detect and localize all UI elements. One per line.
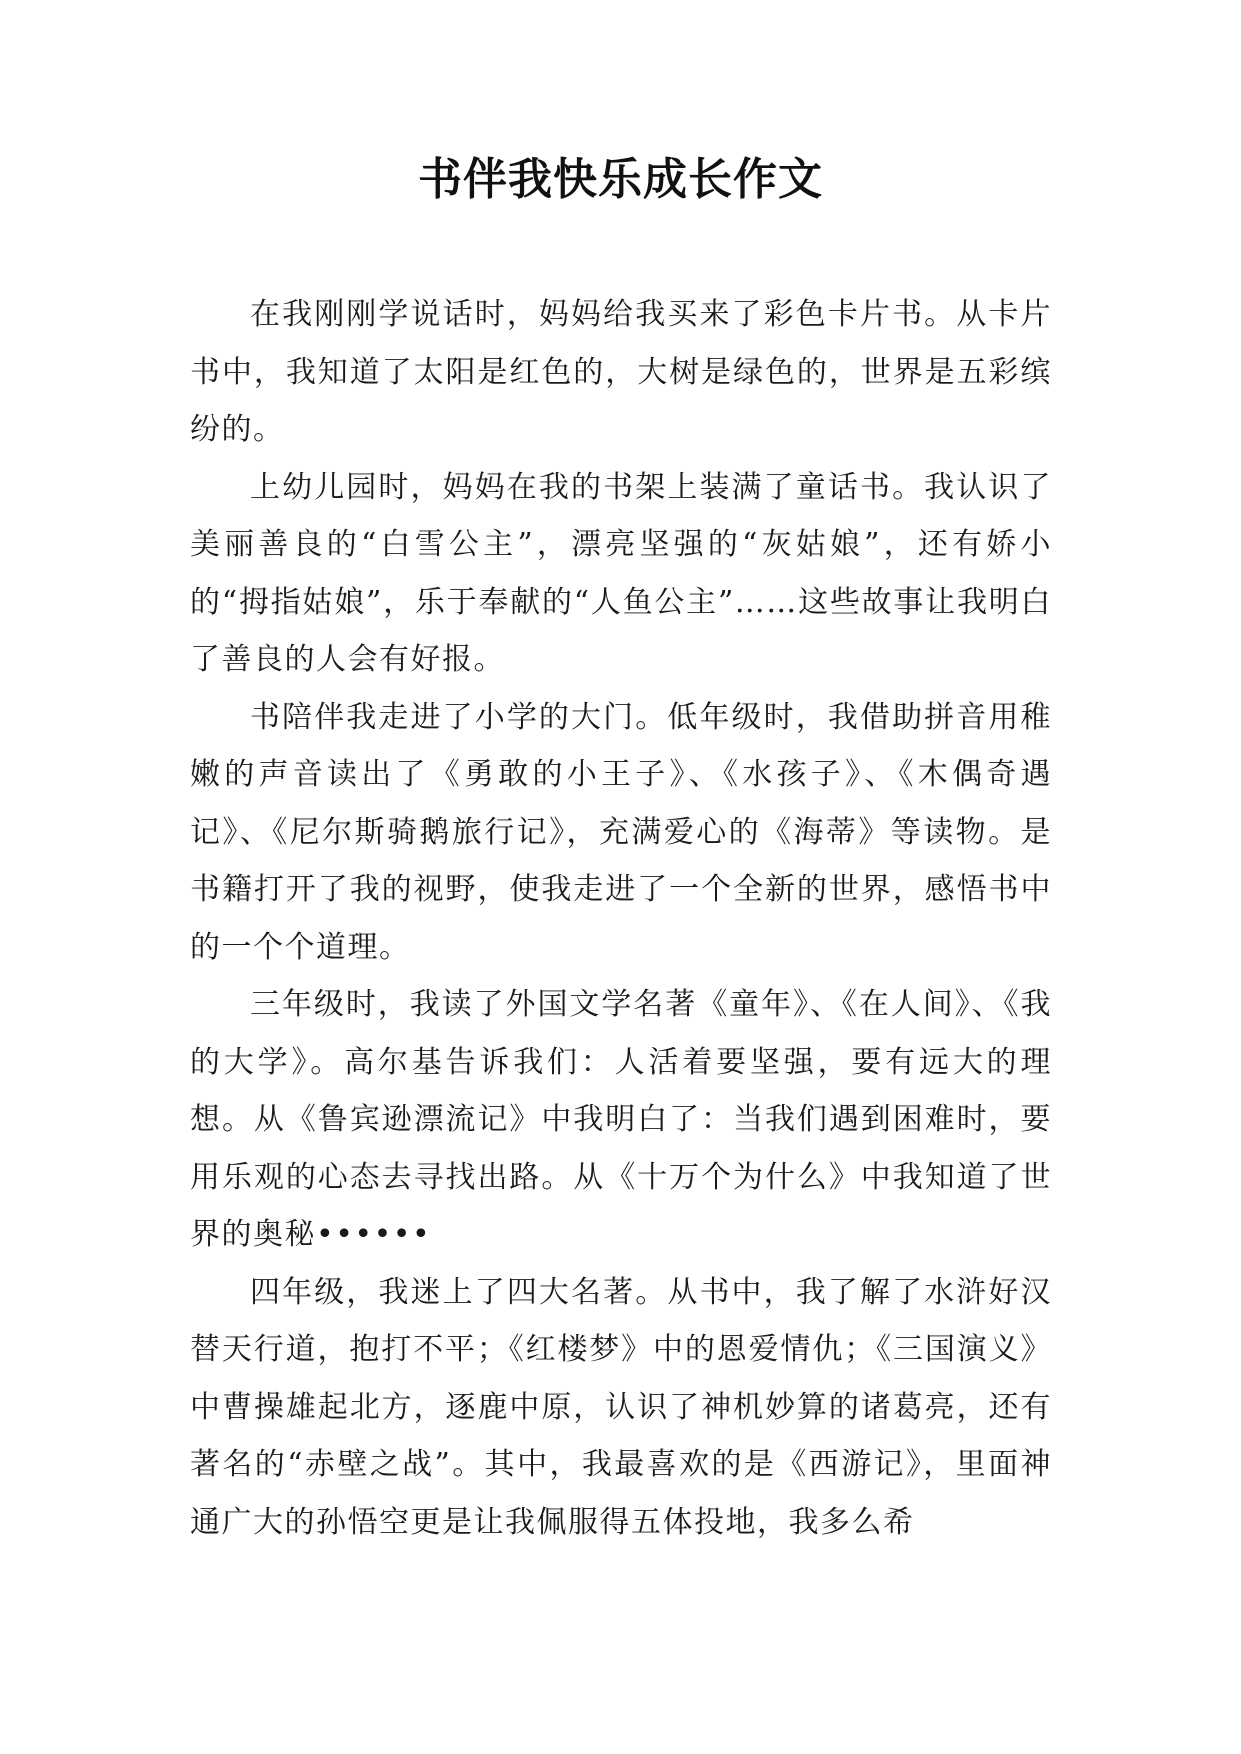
paragraph-3: 书陪伴我走进了小学的大门。低年级时，我借助拼音用稚嫩的声音读出了《勇敢的小王子》、《水孩子》、《木偶奇遇记》、《尼尔斯骑鹅旅行记》，充满爱心的《海蒂》等读物。是书籍打开了我的视野，使我走进了一个全新的世界，感悟书中的一个个道理。 <box>190 699 1052 965</box>
paragraph-4: 三年级时，我读了外国文学名著《童年》、《在人间》、《我的大学》。高尔基告诉我们：人活着要坚强，要有远大的理想。从《鲁宾逊漂流记》中我明白了：当我们遇到困难时，要用乐观的心态去寻找出路。从《十万个为什么》中我知道了世界的奥秘•••••• <box>190 987 1052 1252</box>
page-title: 书伴我快乐成长作文 <box>418 154 823 205</box>
paragraph-1: 在我刚刚学说话时，妈妈给我买来了彩色卡片书。从卡片书中，我知道了太阳是红色的，大树是绿色的，世界是五彩缤纷的。 <box>190 297 1052 447</box>
essay-body <box>190 286 1052 1551</box>
paragraph-2: 上幼儿园时，妈妈在我的书架上装满了童话书。我认识了美丽善良的“白雪公主”，漂亮坚强的“灰姑娘”，还有娇小的“拇指姑娘”，乐于奉献的“人鱼公主”……这些故事让我明白了善良的人会有好报。 <box>190 469 1052 677</box>
paragraph-5: 四年级，我迷上了四大名著。从书中，我了解了水浒好汉替天行道，抱打不平；《红楼梦》中的恩爱情仇；《三国演义》中曹操雄起北方，逐鹿中原，认识了神机妙算的诸葛亮，还有著名的“赤壁之战”。其中，我最喜欢的是《西游记》，里面神通广大的孙悟空更是让我佩服得五体投地，我多么希 <box>190 1274 1052 1540</box>
